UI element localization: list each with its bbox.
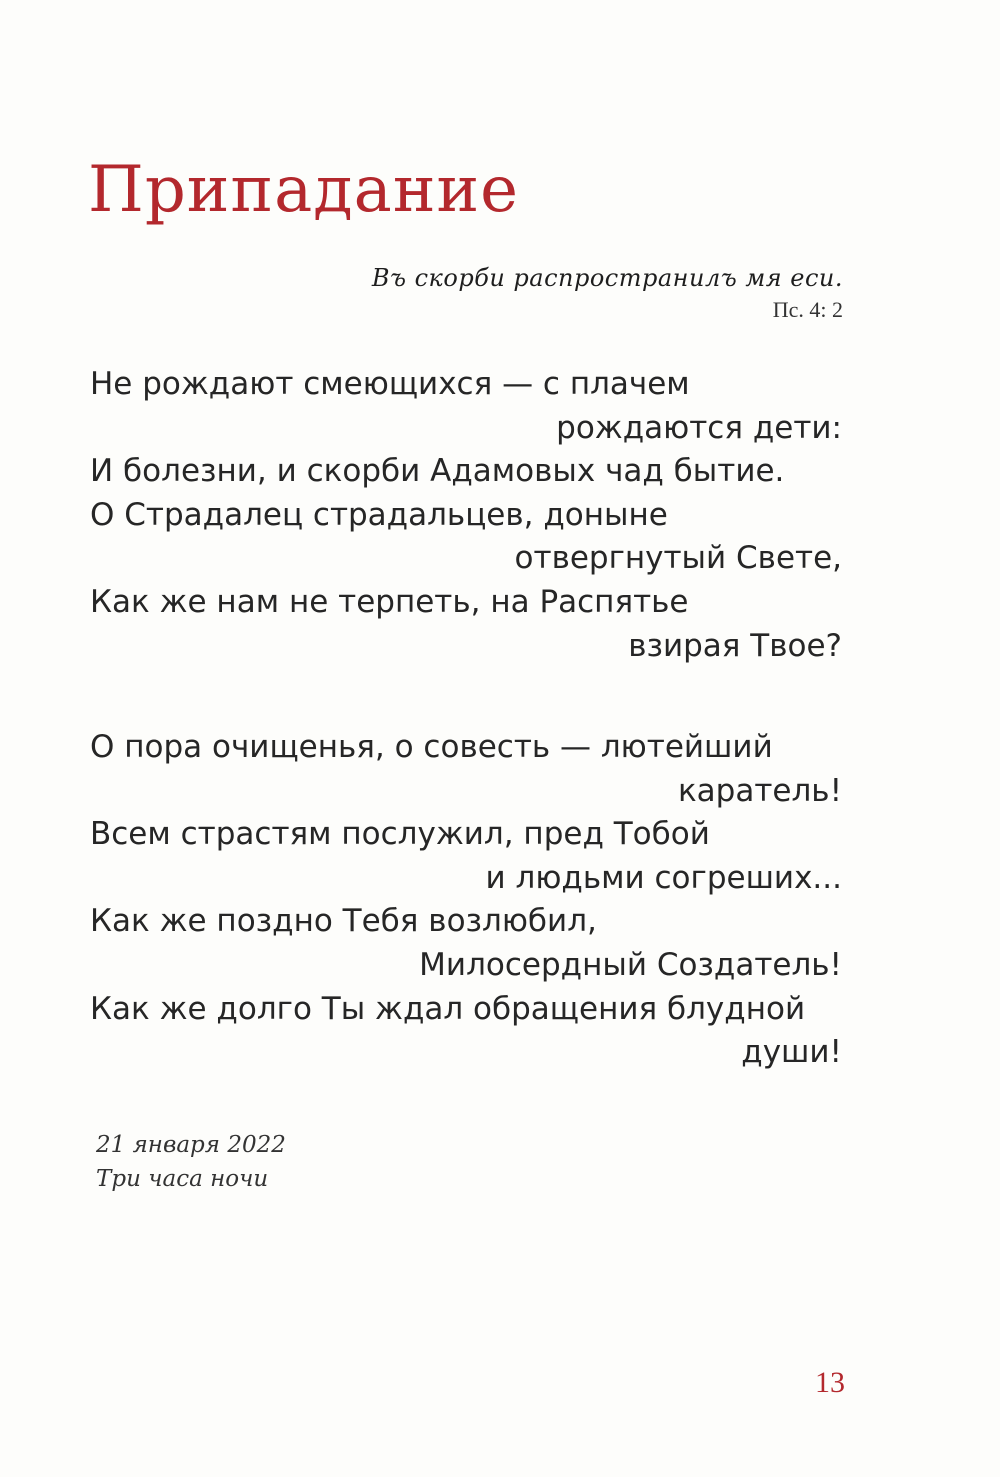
poem-date: 21 января 2022 [96, 1132, 286, 1158]
verse-line: и людьми согреших... [485, 859, 842, 896]
poem-title: Припадание [88, 153, 519, 227]
verse-line: Не рождают смеющихся — с плачем [90, 366, 690, 402]
verse-line: Как же нам не терпеть, на Распятье [90, 583, 689, 620]
stanza-1 [90, 363, 842, 668]
verse-line: каратель! [677, 772, 842, 809]
verse-line: О пора очищенья, о совесть — лютейший [90, 729, 773, 765]
verse-line: И болезни, и скорби Адамовых чад бытие. [90, 453, 785, 490]
epigraph [372, 264, 843, 323]
verse-line: Как же долго Ты ждал обращения блудной [90, 990, 806, 1027]
stanza-2 [90, 726, 842, 1075]
dateline [96, 1128, 286, 1196]
verse-line: рождаются дети: [556, 409, 842, 446]
verse-line: Милосердный Создатель! [419, 946, 842, 983]
verse-line: души! [741, 1034, 842, 1071]
page-number: 13 [815, 1366, 845, 1399]
verse-line: взирая Твое? [628, 627, 842, 664]
epigraph-text: Въ скорби распространилъ мя еси. [371, 264, 843, 292]
epigraph-reference: Пс. 4: 2 [772, 296, 843, 322]
verse-line: О Страдалец страдальцев, доныне [90, 496, 668, 533]
verse-line: отвергнутый Свете, [514, 540, 842, 577]
verse-line: Всем страстям послужил, пред Тобой [90, 816, 710, 853]
verse-line: Как же поздно Тебя возлюбил, [90, 903, 597, 940]
poem-time-note: Три часа ночи [96, 1166, 269, 1192]
